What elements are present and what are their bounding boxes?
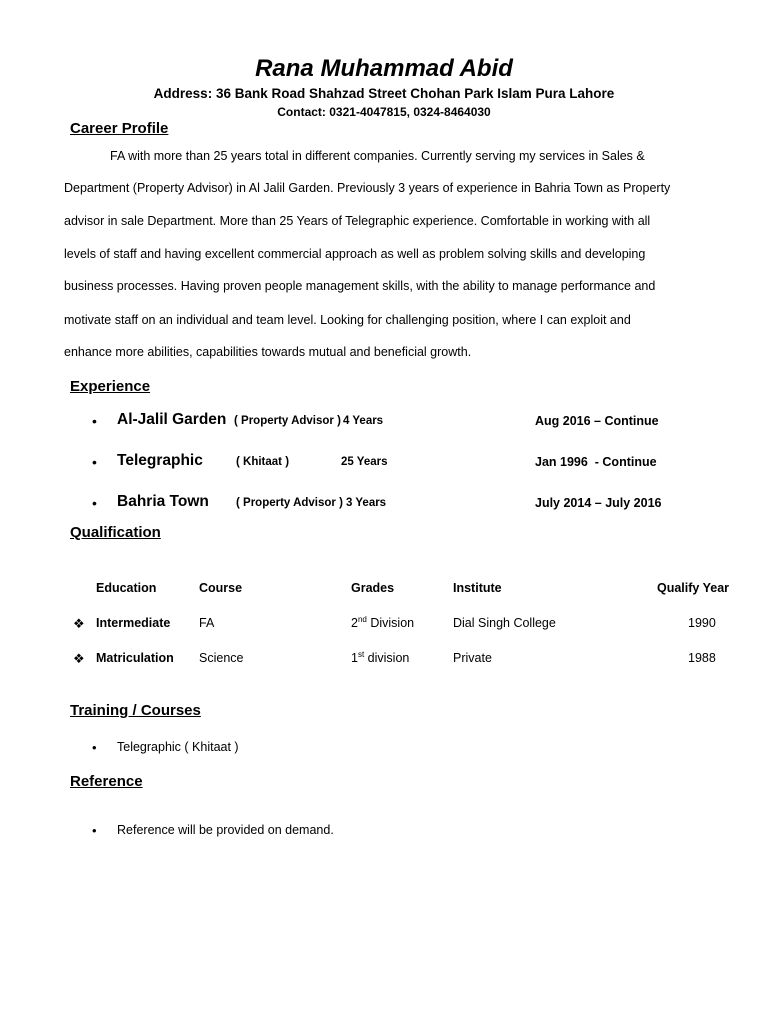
column-header: Course: [199, 581, 243, 595]
paragraph-line: advisor in sale Department. More than 25 Years of Telegraphic experience. Comfortable in working with all: [64, 214, 651, 228]
paragraph-line: motivate staff on an individual and team level. Looking for challenging position, where I can exploit and: [64, 313, 631, 327]
bullet-icon: •: [92, 454, 97, 470]
experience-company: Bahria Town: [117, 493, 209, 510]
diamond-bullet-icon: ❖: [73, 616, 85, 631]
address-line: Address: 36 Bank Road Shahzad Street Chohan Park Islam Pura Lahore: [153, 86, 615, 101]
experience-company: Telegraphic: [117, 452, 203, 469]
training-item: Telegraphic ( Khitaat ): [117, 740, 239, 754]
experience-period: July 2014 – July 2016: [535, 496, 662, 510]
experience-period: Jan 1996 - Continue: [535, 455, 657, 469]
education-cell: Intermediate: [96, 616, 171, 630]
bullet-icon: •: [92, 413, 97, 429]
experience-period: Aug 2016 – Continue: [535, 414, 659, 428]
experience-years: 3 Years: [346, 497, 387, 509]
year-cell: 1988: [688, 651, 716, 665]
column-header: Grades: [351, 581, 395, 595]
paragraph-line: Department (Property Advisor) in Al Jalil Garden. Previously 3 years of experience in Bahria Town as Property: [64, 181, 671, 195]
paragraph-line: enhance more abilities, capabilities towards mutual and beneficial growth.: [64, 345, 472, 359]
contact-line: Contact: 0321-4047815, 0324-8464030: [277, 105, 491, 119]
candidate-name: Rana Muhammad Abid: [255, 55, 513, 82]
paragraph-line: FA with more than 25 years total in different companies. Currently serving my services in Sales &: [110, 149, 645, 163]
experience-years: 25 Years: [341, 456, 388, 468]
bullet-icon: •: [92, 495, 97, 511]
paragraph-line: levels of staff and having excellent commercial approach as well as problem solving skills and developing: [64, 247, 646, 261]
experience-role: ( Property Advisor ): [234, 415, 341, 427]
bullet-icon: •: [92, 740, 97, 755]
bullet-icon: •: [92, 823, 97, 838]
training-heading: Training / Courses: [70, 702, 201, 719]
diamond-bullet-icon: ❖: [73, 651, 85, 666]
reference-item: Reference will be provided on demand.: [117, 823, 334, 837]
course-cell: FA: [199, 616, 215, 630]
institute-cell: Private: [453, 651, 492, 665]
grade-cell: 2nd Division: [351, 615, 415, 630]
experience-role: ( Khitaat ): [236, 456, 290, 468]
column-header: Education: [96, 581, 157, 595]
qualification-heading: Qualification: [70, 524, 161, 541]
career-profile-heading: Career Profile: [70, 120, 169, 137]
grade-cell: 1st division: [351, 650, 410, 665]
experience-years: 4 Years: [343, 415, 384, 427]
column-header: Qualify Year: [657, 581, 730, 595]
education-cell: Matriculation: [96, 651, 174, 665]
experience-heading: Experience: [70, 378, 151, 395]
reference-heading: Reference: [70, 773, 143, 790]
experience-company: Al-Jalil Garden: [117, 411, 227, 428]
paragraph-line: business processes. Having proven people management skills, with the ability to manage performance and: [64, 279, 656, 293]
experience-role: ( Property Advisor ): [236, 497, 343, 509]
institute-cell: Dial Singh College: [453, 616, 556, 630]
column-header: Institute: [453, 581, 502, 595]
year-cell: 1990: [688, 616, 716, 630]
course-cell: Science: [199, 651, 244, 665]
